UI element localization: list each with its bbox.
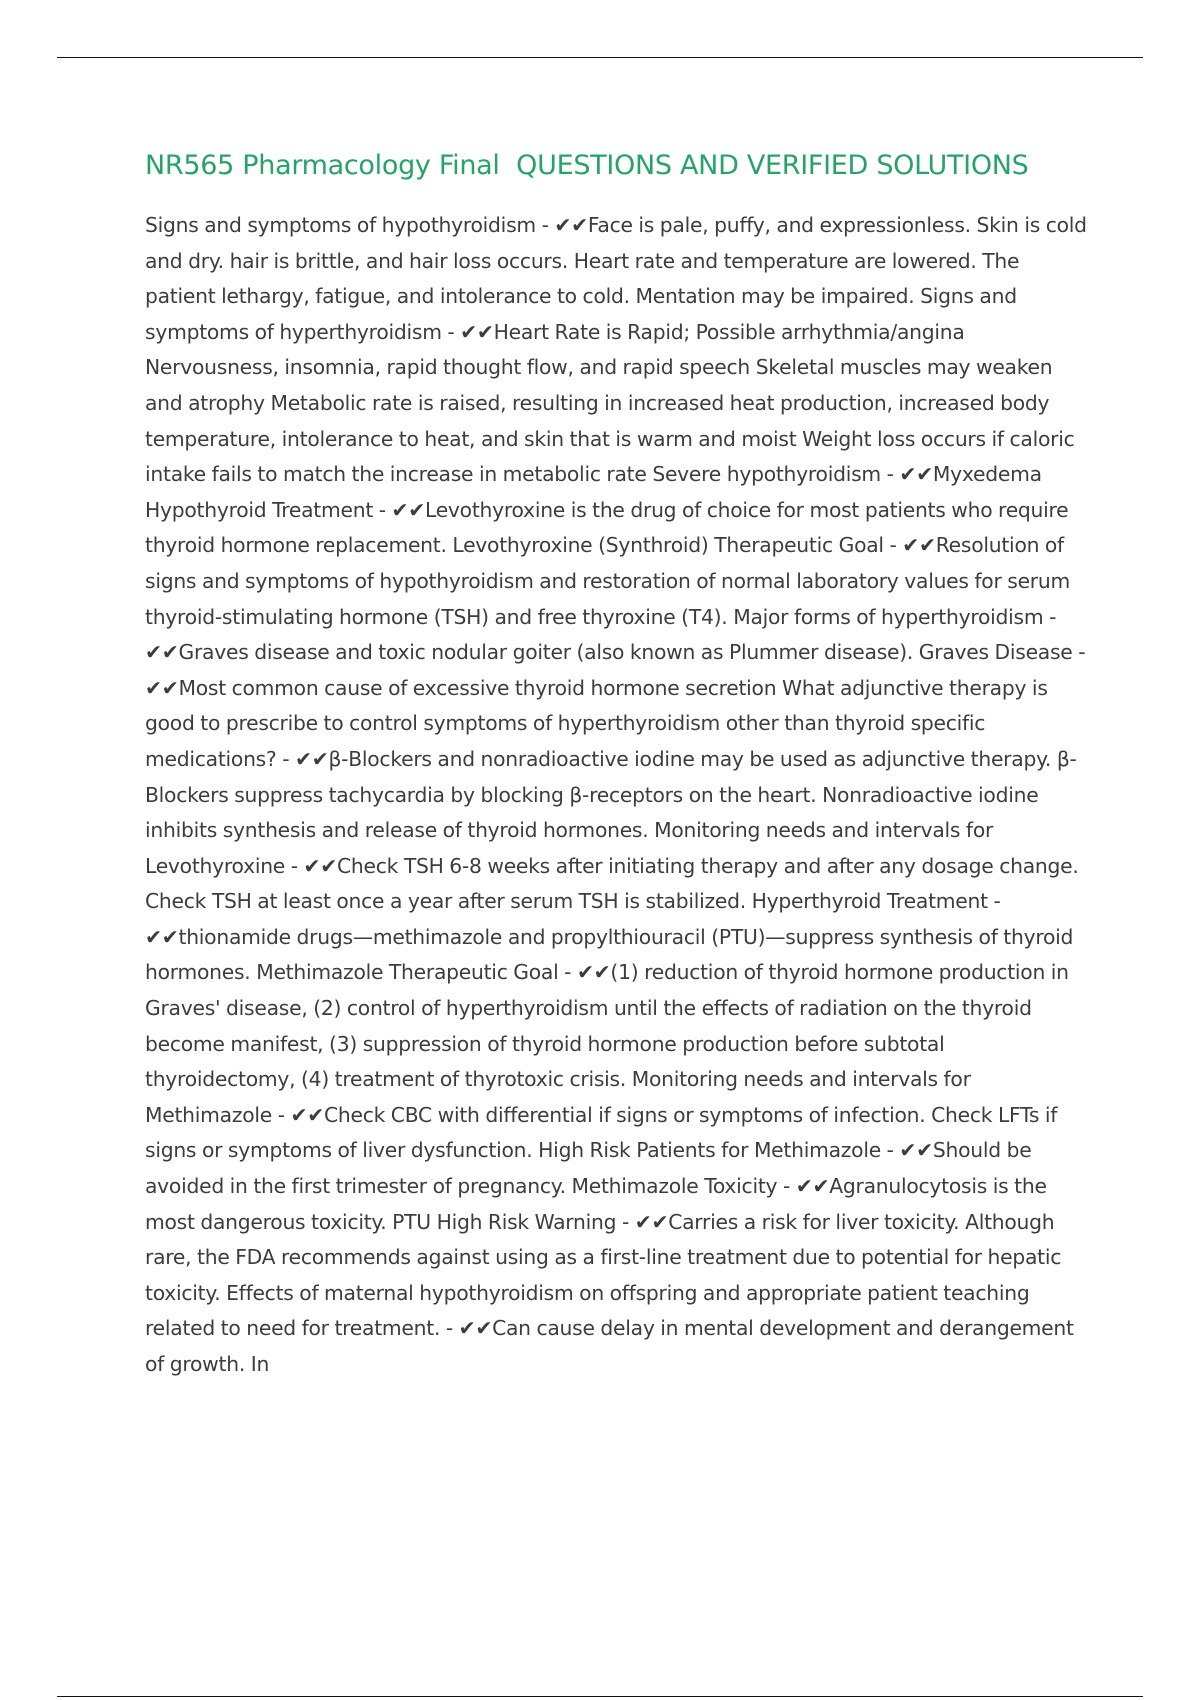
- footer-rule: [57, 1696, 1143, 1697]
- body-paragraph: Signs and symptoms of hypothyroidism - ✔✔Face is pale, puffy, and expressionless. Skin is cold and dry. hair is brittle, and hair loss occurs. Heart rate and temperature are lowered. The patient lethargy, fatigue, and intolerance to cold. Mentation may be impaired. Signs and symptoms of hyperthyroidism - ✔✔Heart Rate is Rapid; Possible arrhythmia/angina Nervousness, insomnia, rapid thought flow, and rapid speech Skeletal muscles may weaken and atrophy Metabolic rate is raised, resulting in increased heat production, increased body temperature, intolerance to heat, and skin that is warm and moist Weight loss occurs if caloric intake fails to match the increase in metabolic rate Severe hypothyroidism - ✔✔Myxedema Hypothyroid Treatment - ✔✔Levothyroxine is the drug of choice for most patients who require thyroid hormone replacement. Levothyroxine (Synthroid) Therapeutic Goal - ✔✔Resolution of signs and symptoms of hypothyroidism and restoration of normal laboratory values for serum thyroid-stimulating hormone (TSH) and free thyroxine (T4). Major forms of hyperthyroidism - ✔✔Graves disease and toxic nodular goiter (also known as Plummer disease). Graves Disease - ✔✔Most common cause of excessive thyroid hormone secretion What adjunctive therapy is good to prescribe to control symptoms of hyperthyroidism other than thyroid specific medications? - ✔✔β-Blockers and nonradioactive iodine may be used as adjunctive therapy. β-Blockers suppress tachycardia by blocking β-receptors on the heart. Nonradioactive iodine inhibits synthesis and release of thyroid hormones. Monitoring needs and intervals for Levothyroxine - ✔✔Check TSH 6-8 weeks after initiating therapy and after any dosage change. Check TSH at least once a year after serum TSH is stabilized. Hyperthyroid Treatment - ✔✔thionamide drugs—methimazole and propylthiouracil (PTU)—suppress synthesis of thyroid hormones. Methimazole Therapeutic Goal - ✔✔(1) reduction of thyroid hormone production in Graves' disease, (2) control of hyperthyroidism until the effects of radiation on the thyroid become manifest, (3) suppression of thyroid hormone production before subtotal thyroidectomy, (4) treatment of thyrotoxic crisis. Monitoring needs and intervals for Methimazole - ✔✔Check CBC with differential if signs or symptoms of infection. Check LFTs if signs or symptoms of liver dysfunction. High Risk Patients for Methimazole - ✔✔Should be avoided in the first trimester of pregnancy. Methimazole Toxicity - ✔✔Agranulocytosis is the most dangerous toxicity. PTU High Risk Warning - ✔✔Carries a risk for liver toxicity. Although rare, the FDA recommends against using as a first-line treatment due to potential for hepatic toxicity. Effects of maternal hypothyroidism on offspring and appropriate patient teaching related to need for treatment. - ✔✔Can cause delay in mental development and derangement of growth. In: [145, 213, 1087, 1376]
- page-title: NR565 Pharmacology Final QUESTIONS AND VERIFIED SOLUTIONS: [145, 150, 1029, 181]
- header-rule: [57, 57, 1143, 58]
